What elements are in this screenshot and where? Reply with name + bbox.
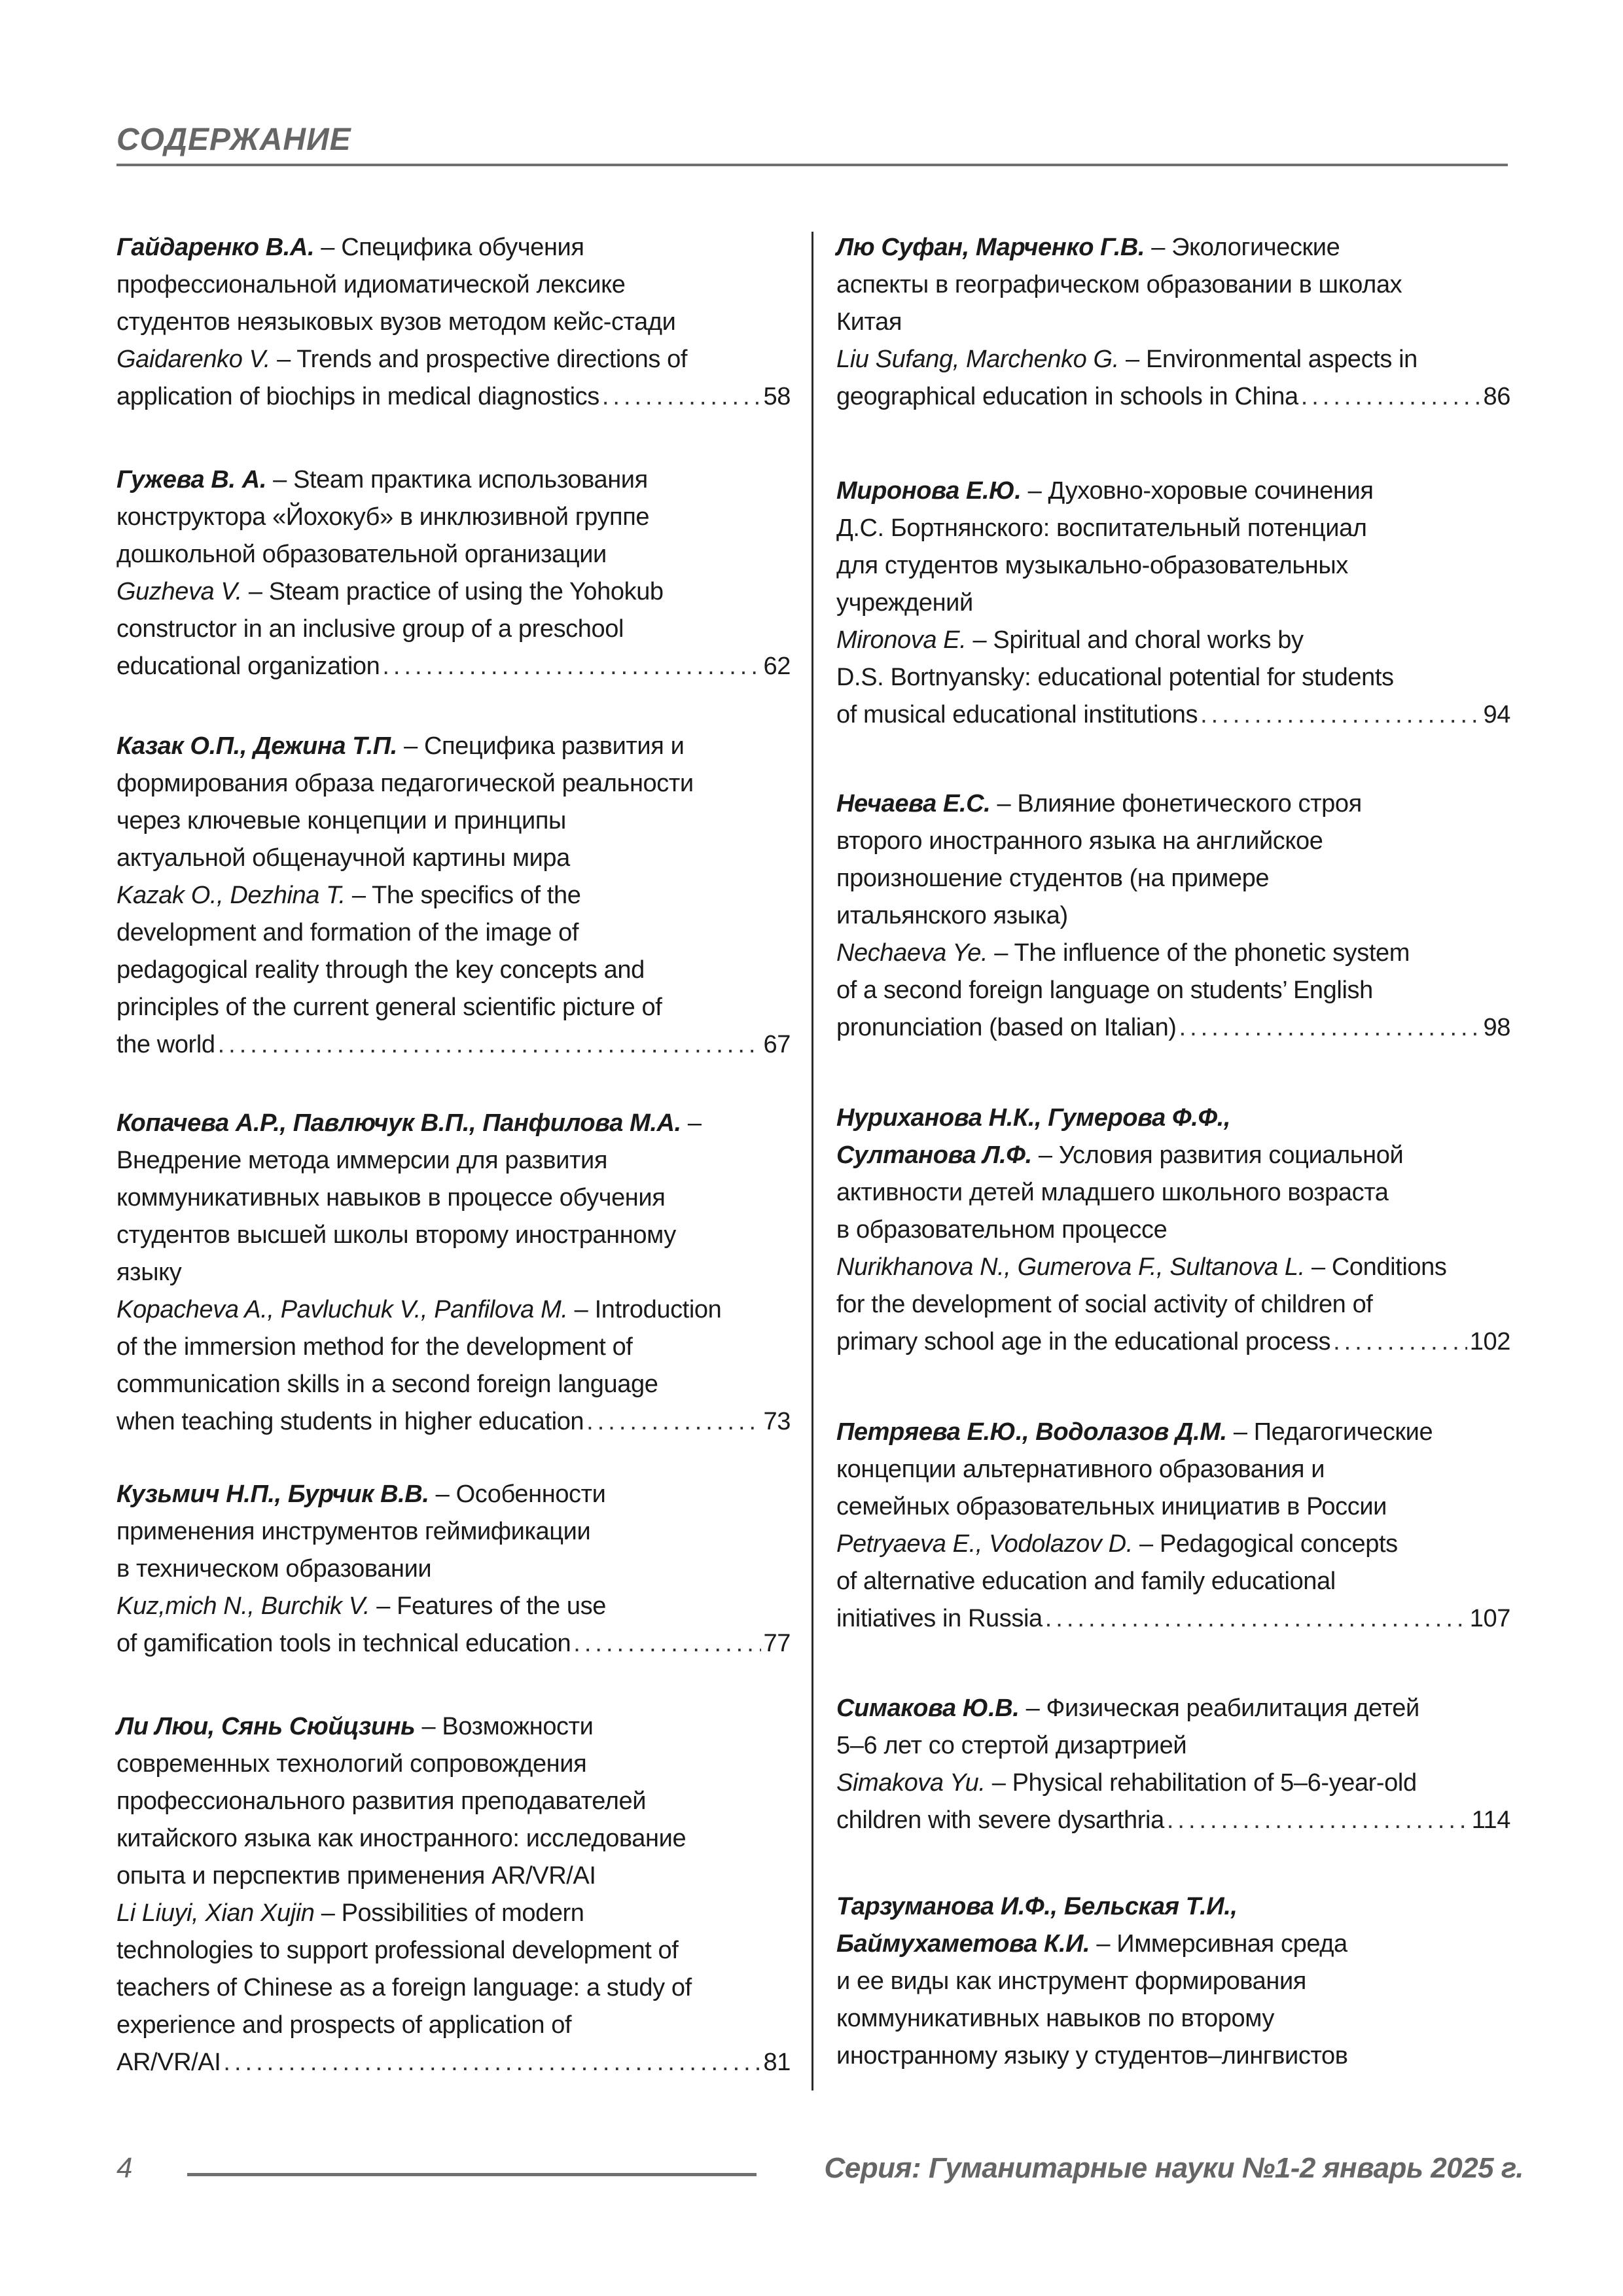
title-en-line: pronunciation (based on Italian): [836, 1014, 1177, 1041]
title-rule: [116, 164, 1508, 166]
title-ru-line: – Специфика развития и: [404, 732, 685, 760]
title-en-line: D.S. Bortnyansky: educational potential for students: [836, 664, 1394, 691]
toc-entry[interactable]: [836, 229, 1510, 416]
title-ru-line: коммуникативных навыков в процессе обучения: [116, 1184, 666, 1211]
title-en-line: – The specifics of the: [351, 882, 581, 909]
title-en-line: for the development of social activity of children of: [836, 1291, 1373, 1318]
title-en-line: communication skills in a second foreign language: [116, 1371, 658, 1398]
dot-leader: [1045, 1600, 1467, 1638]
title-ru-line: актуальной общенаучной картины мира: [116, 844, 570, 872]
title-ru-line: и ее виды как инструмент формирования: [836, 1967, 1306, 1995]
toc-entry[interactable]: [836, 1690, 1510, 1839]
footer-rule: [187, 2173, 757, 2176]
title-en-line: pedagogical reality through the key concepts and: [116, 956, 645, 984]
authors-en: Gaidarenko V.: [116, 346, 270, 373]
title-ru-line: профессионального развития преподавателей: [116, 1787, 647, 1815]
title-en-line: application of biochips in medical diagnostics: [116, 383, 599, 410]
dot-leader: [1333, 1323, 1467, 1361]
title-en-line: – Introduction: [574, 1296, 722, 1323]
title-en-line: – Physical rehabilitation of 5–6-year-old: [991, 1769, 1417, 1797]
authors-en: Kopacheva A., Pavluchuk V., Panfilova M.: [116, 1296, 568, 1323]
toc-entry[interactable]: [836, 1888, 1510, 2075]
toc-entry[interactable]: [116, 229, 791, 416]
title-ru-line: в техническом образовании: [116, 1555, 432, 1583]
page-title: СОДЕРЖАНИЕ: [116, 122, 351, 157]
page-number[interactable]: 67: [763, 1031, 791, 1058]
title-ru-line: – Особенности: [435, 1480, 606, 1508]
page-number[interactable]: 98: [1483, 1014, 1510, 1041]
title-ru-line: –: [687, 1109, 702, 1137]
toc-entry[interactable]: [116, 1476, 791, 1662]
authors-en: Liu Sufang, Marchenko G.: [836, 346, 1119, 373]
column-divider: [812, 232, 813, 2090]
authors-ru: Нуриханова Н.К., Гумерова Ф.Ф.,: [836, 1104, 1231, 1132]
title-ru-line: Д.С. Бортнянского: воспитательный потенциал: [836, 514, 1367, 542]
title-ru-line: конструктора «Йохокуб» в инклюзивной группе: [116, 503, 650, 531]
title-en-line: – Features of the use: [376, 1592, 606, 1620]
page-number[interactable]: 94: [1483, 701, 1510, 728]
title-ru-line: коммуникативных навыков по второму: [836, 2005, 1275, 2032]
page-number[interactable]: 73: [763, 1408, 791, 1435]
title-ru-line: активности детей младшего школьного возраста: [836, 1179, 1389, 1206]
authors-ru: Лю Суфан, Марченко Г.В.: [836, 234, 1145, 261]
dot-leader: [1179, 1009, 1481, 1047]
title-ru-line: студентов высшей школы второму иностранному: [116, 1221, 676, 1249]
title-ru-line: студентов неязыковых вузов методом кейс-стади: [116, 308, 676, 336]
title-ru-line: китайского языка как иностранного: исследование: [116, 1825, 687, 1852]
title-ru-line: дошкольной образовательной организации: [116, 541, 607, 568]
title-en-line: educational organization: [116, 653, 380, 680]
toc-entry[interactable]: [836, 1100, 1510, 1361]
title-en-line: – Spiritual and choral works by: [972, 626, 1304, 654]
title-ru-line: через ключевые концепции и принципы: [116, 807, 566, 834]
title-en-line: – Pedagogical concepts: [1139, 1530, 1398, 1558]
dot-leader: [1301, 378, 1481, 416]
toc-entry[interactable]: [836, 473, 1510, 734]
authors-ru: Баймухаметова К.И.: [836, 1930, 1090, 1958]
authors-en: Petryaeva E., Vodolazov D.: [836, 1530, 1133, 1558]
title-en-line: constructor in an inclusive group of a preschool: [116, 615, 624, 643]
toc-entry[interactable]: [116, 1708, 791, 2081]
authors-ru: Тарзуманова И.Ф., Бельская Т.И.,: [836, 1893, 1238, 1920]
title-ru-line: в образовательном процессе: [836, 1216, 1168, 1244]
title-ru-line: произношение студентов (на примере: [836, 865, 1270, 892]
authors-en: Li Liuyi, Xian Xujin: [116, 1899, 315, 1927]
toc-entry[interactable]: [116, 461, 791, 685]
title-ru-line: – Влияние фонетического строя: [997, 790, 1362, 817]
title-ru-line: применения инструментов геймификации: [116, 1518, 591, 1545]
dot-leader: [573, 1625, 760, 1662]
page-number[interactable]: 102: [1469, 1328, 1510, 1355]
title-en-line: – The influence of the phonetic system: [994, 939, 1410, 967]
title-en-line: of a second foreign language on students’ English: [836, 977, 1373, 1004]
title-en-line: – Possibilities of modern: [321, 1899, 584, 1927]
title-ru-line: Китая: [836, 308, 902, 336]
page-number[interactable]: 58: [763, 383, 791, 410]
title-en-line: – Environmental aspects in: [1126, 346, 1418, 373]
authors-ru: Султанова Л.Ф.: [836, 1141, 1032, 1169]
authors-ru: Нечаева Е.С.: [836, 790, 991, 817]
page-number[interactable]: 81: [763, 2049, 791, 2076]
dot-leader: [382, 648, 760, 685]
title-ru-line: – Steam практика использования: [273, 466, 648, 493]
title-ru-line: Внедрение метода иммерсии для развития: [116, 1147, 608, 1174]
footer-series-title: Серия: Гуманитарные науки №1-2 январь 2025 г.: [824, 2152, 1524, 2184]
dot-leader: [602, 378, 761, 416]
title-ru-line: итальянского языка): [836, 902, 1068, 929]
title-ru-line: 5–6 лет со стертой дизартрией: [836, 1732, 1187, 1759]
title-en-line: teachers of Chinese as a foreign language: a study of: [116, 1974, 692, 2001]
dot-leader: [1167, 1802, 1469, 1839]
title-ru-line: профессиональной идиоматической лексике: [116, 271, 626, 298]
title-ru-line: – Физическая реабилитация детей: [1026, 1695, 1419, 1722]
authors-ru: Симакова Ю.В.: [836, 1695, 1020, 1722]
authors-en: Nurikhanova N., Gumerova F., Sultanova L.: [836, 1253, 1305, 1281]
dot-leader: [586, 1403, 760, 1441]
title-ru-line: концепции альтернативного образования и: [836, 1456, 1325, 1483]
title-ru-line: – Экологические: [1151, 234, 1340, 261]
authors-ru: Миронова Е.Ю.: [836, 477, 1022, 505]
title-en-line: when teaching students in higher education: [116, 1408, 584, 1435]
authors-ru: Казак О.П., Дежина Т.П.: [116, 732, 397, 760]
authors-ru: Копачева А.Р., Павлючук В.П., Панфилова М.А.: [116, 1109, 681, 1137]
title-ru-line: учреждений: [836, 589, 973, 617]
title-ru-line: опыта и перспектив применения AR/VR/AI: [116, 1862, 596, 1890]
title-en-line: primary school age in the educational process: [836, 1328, 1331, 1355]
title-ru-line: для студентов музыкально-образовательных: [836, 552, 1348, 579]
page-number[interactable]: 86: [1483, 383, 1510, 410]
authors-en: Simakova Yu.: [836, 1769, 986, 1797]
title-ru-line: второго иностранного языка на английское: [836, 827, 1323, 855]
authors-ru: Гужева В. А.: [116, 466, 266, 493]
title-en-line: geographical education in schools in China: [836, 383, 1298, 410]
title-en-line: the world: [116, 1031, 215, 1058]
page-number[interactable]: 62: [763, 653, 791, 680]
title-en-line: children with severe dysarthria: [836, 1806, 1164, 1834]
toc-entry[interactable]: [116, 1105, 791, 1441]
footer-page-number: 4: [116, 2152, 133, 2184]
authors-ru: Гайдаренко В.А.: [116, 234, 315, 261]
title-en-line: of the immersion method for the development of: [116, 1333, 633, 1361]
title-en-line: development and formation of the image of: [116, 919, 579, 946]
title-en-line: of gamification tools in technical education: [116, 1630, 571, 1657]
toc-entry[interactable]: [836, 785, 1510, 1047]
title-en-line: – Conditions: [1311, 1253, 1447, 1281]
title-ru-line: – Иммерсивная среда: [1096, 1930, 1347, 1958]
toc-entry[interactable]: [836, 1414, 1510, 1638]
dot-leader: [223, 2044, 760, 2081]
authors-en: Guzheva V.: [116, 578, 242, 605]
title-en-line: initiatives in Russia: [836, 1605, 1043, 1632]
title-en-line: – Trends and prospective directions of: [277, 346, 688, 373]
page-number[interactable]: 107: [1469, 1605, 1510, 1632]
title-ru-line: – Специфика обучения: [321, 234, 584, 261]
title-en-line: technologies to support professional development of: [116, 1937, 679, 1964]
title-en-line: experience and prospects of application of: [116, 2011, 572, 2039]
title-en-line: of alternative education and family educational: [836, 1568, 1336, 1595]
title-ru-line: семейных образовательных инициатив в России: [836, 1493, 1387, 1520]
title-ru-line: формирования образа педагогической реальности: [116, 770, 694, 797]
authors-en: Kuz,mich N., Burchik V.: [116, 1592, 370, 1620]
title-ru-line: – Духовно-хоровые сочинения: [1027, 477, 1374, 505]
title-en-line: principles of the current general scientific picture of: [116, 994, 662, 1021]
title-ru-line: аспекты в географическом образовании в школах: [836, 271, 1402, 298]
toc-entry[interactable]: [116, 728, 791, 1064]
title-ru-line: – Педагогические: [1233, 1418, 1433, 1446]
authors-en: Mironova E.: [836, 626, 967, 654]
dot-leader: [1200, 696, 1480, 734]
title-ru-line: иностранному языку у студентов–лингвистов: [836, 2042, 1348, 2070]
title-ru-line: языку: [116, 1259, 182, 1286]
title-ru-line: современных технологий сопровождения: [116, 1750, 587, 1778]
title-ru-line: – Условия развития социальной: [1038, 1141, 1404, 1169]
authors-ru: Петряева Е.Ю., Водолазов Д.М.: [836, 1418, 1227, 1446]
authors-ru: Ли Люи, Сянь Сюйцзинь: [116, 1713, 416, 1740]
page-number[interactable]: 77: [763, 1630, 791, 1657]
authors-en: Kazak O., Dezhina T.: [116, 882, 346, 909]
title-ru-line: – Возможности: [421, 1713, 594, 1740]
title-en-line: – Steam practice of using the Yohokub: [248, 578, 664, 605]
title-en-line: AR/VR/AI: [116, 2049, 221, 2076]
authors-ru: Кузьмич Н.П., Бурчик В.В.: [116, 1480, 429, 1508]
page-number[interactable]: 114: [1471, 1806, 1510, 1834]
dot-leader: [218, 1026, 761, 1064]
authors-en: Nechaeva Ye.: [836, 939, 988, 967]
title-en-line: of musical educational institutions: [836, 701, 1198, 728]
